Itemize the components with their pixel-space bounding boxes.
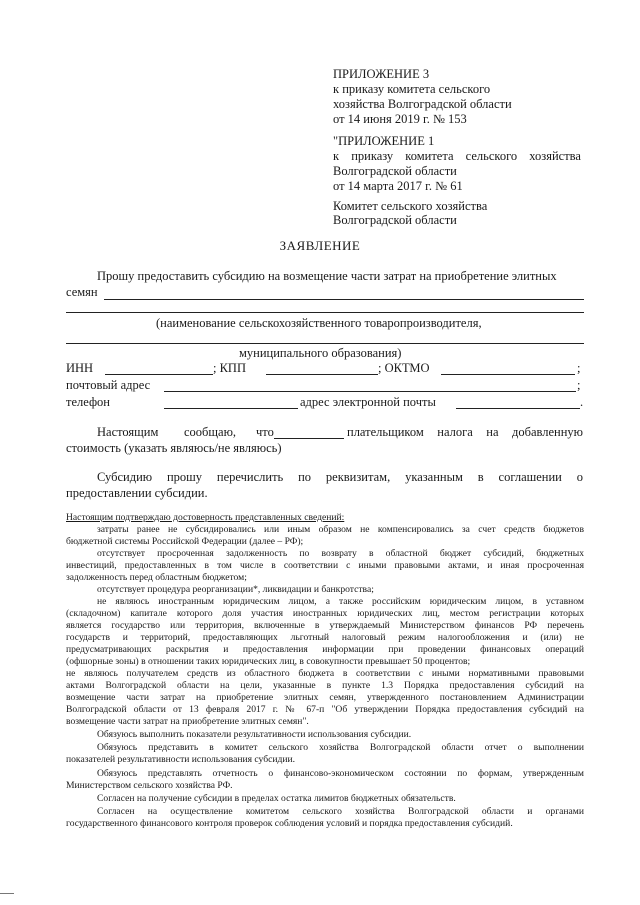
appendix-3-line: хозяйства Волгоградской области (333, 97, 512, 111)
inn-field[interactable] (105, 374, 213, 375)
document-title: ЗАЯВЛЕНИЕ (279, 238, 361, 253)
obligation-line: Обязуюсь представлять отчетность о финансово-экономическом состоянии по формам, утвержденным (97, 768, 584, 779)
applicant-caption: муниципального образования) (239, 346, 402, 360)
appendix-1-title: "ПРИЛОЖЕНИЕ 1 (333, 134, 435, 148)
confirm-line: затраты ранее не субсидировались или иным образом не компенсировались за счет средств бюджетов (97, 524, 584, 535)
request-text: Прошу предоставить субсидию на возмещение части затрат на приобретение элитных (97, 269, 557, 283)
confirm-line: отсутствует просроченная задолженность по возврату в областной бюджет субсидий, бюджетных (97, 548, 584, 559)
addressee-line: Комитет сельского хозяйства (333, 199, 488, 213)
confirm-line: (складочном) капитале которого доля участия иностранных юридических лиц, местом регистрации которых (66, 608, 584, 619)
confirm-line: инвестиций, предоставленных в том числе в соответствии с иными правовыми актами, и иная просроченная (66, 560, 584, 571)
confirm-line: не являюсь иностранным юридическим лицом, а также российским юридическим лицом, в уставном (97, 596, 584, 607)
word: к (333, 149, 340, 163)
postal-address-label: почтовый адрес (66, 378, 151, 392)
separator: ; (577, 378, 581, 392)
obligation-line: Обязуюсь представить в комитет сельского хозяйства Волгоградской области отчет о выполнении (97, 742, 584, 753)
word: Настоящим (97, 425, 159, 439)
consent-line: Согласен на получение субсидии в пределах остатка лимитов бюджетных обязательств. (97, 793, 456, 804)
confirm-line: не являюсь получателем средств из областного бюджета в соответствии с иными нормативными правовыми (66, 668, 584, 679)
vat-rest: плательщиком налога на добавленную (347, 425, 583, 439)
word: приказу (351, 149, 394, 163)
confirm-line: отсутствует процедура реорганизации*, ликвидации и банкротства; (97, 584, 374, 595)
email-field[interactable] (456, 408, 580, 409)
applicant-name-line (66, 312, 584, 313)
word: что (256, 425, 274, 439)
word: комитета (405, 149, 454, 163)
confirm-line: предусматривающих раскрытия и предоставления информации при проведении финансовых операций (66, 644, 584, 655)
page-edge-mark (0, 893, 14, 894)
appendix-3-line: к приказу комитета сельского (333, 82, 491, 96)
confirm-line: Волгоградской области от 13 февраля 2017 г. № 67-п "Об утверждении Порядка предоставления субсидий на (66, 704, 584, 715)
request-text: семян (66, 285, 98, 299)
phone-field[interactable] (164, 408, 298, 409)
obligation-line: Министерством сельского хозяйства РФ. (66, 780, 233, 791)
postal-address-field[interactable] (164, 391, 576, 392)
confirm-line: задолженность перед областным бюджетом; (66, 572, 247, 583)
appendix-1-line (333, 149, 581, 163)
confirm-line: (офшорные зоны) в отношении таких юридических лиц, в совокупности превышает 50 процентов; (66, 656, 471, 667)
word: сельского (465, 149, 518, 163)
word: хозяйства (529, 149, 581, 163)
appendix-3-title: ПРИЛОЖЕНИЕ 3 (333, 67, 430, 81)
kpp-label: ; КПП (213, 361, 246, 375)
obligation-line: показателей результативности использования субсидии. (66, 754, 296, 765)
consent-line: Согласен на осуществление комитетом сельского хозяйства Волгоградской области и органами (97, 806, 584, 817)
appendix-3-date: от 14 июня 2019 г. № 153 (333, 112, 467, 126)
oktmo-label: ; ОКТМО (378, 361, 430, 375)
consent-line: государственного финансового контроля проверок соблюдения условий и порядка предоставления субсидий. (66, 818, 513, 829)
municipality-line (66, 343, 584, 344)
confirm-line: возмещение части затрат на приобретение элитных семян, утвержденного постановлением Администрации (66, 692, 584, 703)
transfer-statement: предоставлении субсидии. (66, 486, 208, 500)
transfer-statement: Субсидию прошу перечислить по реквизитам, указанным в соглашении о (97, 470, 583, 484)
obligation-line: Обязуюсь выполнить показатели результативности использования субсидии. (97, 729, 412, 740)
confirm-line: бюджетной системы Российской Федерации (далее – РФ); (66, 536, 304, 547)
confirm-line: государств и территорий, предоставляющих льготный налоговый режим налогообложения и (или) не (66, 632, 584, 643)
confirm-line: актами Волгоградской области на цели, указанные в пункте 1.3 Порядка предоставления субсидий на (66, 680, 584, 691)
inn-label: ИНН (66, 361, 94, 375)
appendix-1-date: от 14 марта 2017 г. № 61 (333, 179, 463, 193)
confirm-line: возмещение части затрат на приобретение элитных семян". (66, 716, 309, 727)
phone-label: телефон (66, 395, 110, 409)
oktmo-field[interactable] (441, 374, 575, 375)
email-label: адрес электронной почты (300, 395, 436, 409)
addressee-line: Волгоградской области (333, 213, 457, 227)
applicant-caption: (наименование сельскохозяйственного товаропроизводителя, (156, 316, 482, 330)
vat-status-field[interactable] (274, 438, 344, 439)
confirm-line: является государство или территория, включенные в утверждаемый Министерством финансов РФ перечень (66, 620, 584, 631)
applicant-name-line (104, 299, 584, 300)
vat-statement: стоимость (указать являюсь/не являюсь) (66, 441, 282, 455)
word: сообщаю, (184, 425, 237, 439)
appendix-1-line: Волгоградской области (333, 164, 457, 178)
confirm-heading: Настоящим подтверждаю достоверность представленных сведений: (66, 512, 345, 523)
kpp-field[interactable] (266, 374, 378, 375)
separator: ; (577, 361, 581, 375)
separator: . (580, 395, 584, 409)
